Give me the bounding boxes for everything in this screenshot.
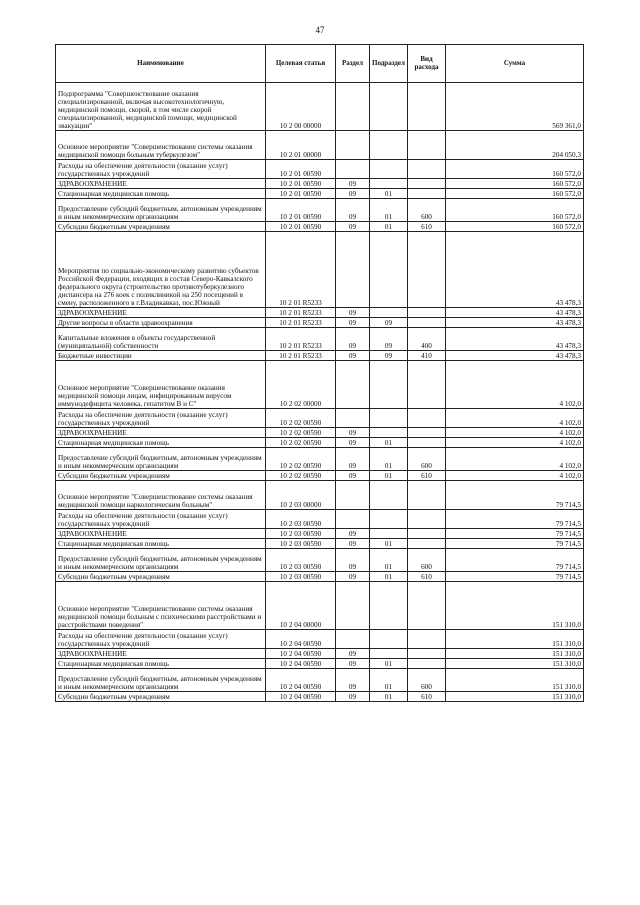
cell-code: 10 2 01 R5233: [266, 308, 336, 318]
cell-sec: 09: [336, 351, 370, 361]
cell-sec: 09: [336, 448, 370, 471]
cell-sub: [370, 179, 408, 189]
table-body: [56, 83, 584, 702]
cell-code: 10 2 04 00590: [266, 649, 336, 659]
table-row: [56, 669, 584, 692]
cell-sub: 09: [370, 351, 408, 361]
cell-code: 10 2 03 00590: [266, 549, 336, 572]
cell-exp: 610: [408, 471, 446, 481]
cell-code: 10 2 01 R5233: [266, 318, 336, 328]
cell-name: Основное мероприятие "Совершенствование системы оказания медицинской помощи наркологическим больным": [56, 481, 266, 510]
cell-sec: 09: [336, 471, 370, 481]
cell-name: Расходы на обеспечение деятельности (оказание услуг) государственных учреждений: [56, 630, 266, 649]
cell-sec: 09: [336, 549, 370, 572]
cell-exp: [408, 131, 446, 160]
cell-sub: 01: [370, 448, 408, 471]
cell-code: 10 2 01 R5233: [266, 328, 336, 351]
cell-name: Субсидии бюджетным учреждениям: [56, 572, 266, 582]
table-row: [56, 179, 584, 189]
header-sum: Сумма: [446, 45, 584, 83]
cell-code: 10 2 04 00590: [266, 669, 336, 692]
table-row: [56, 481, 584, 510]
cell-sec: 09: [336, 692, 370, 702]
cell-sec: 09: [336, 659, 370, 669]
cell-sec: 09: [336, 572, 370, 582]
cell-exp: [408, 481, 446, 510]
cell-code: 10 2 03 00590: [266, 510, 336, 529]
table-row: [56, 630, 584, 649]
table-row: [56, 649, 584, 659]
cell-sec: [336, 361, 370, 409]
cell-exp: [408, 649, 446, 659]
table-row: [56, 438, 584, 448]
cell-sec: 09: [336, 438, 370, 448]
cell-exp: [408, 232, 446, 308]
cell-code: 10 2 03 00590: [266, 529, 336, 539]
cell-code: 10 2 03 00000: [266, 481, 336, 510]
cell-sec: 09: [336, 189, 370, 199]
cell-sec: 09: [336, 669, 370, 692]
cell-sum: 43 478,3: [446, 318, 584, 328]
cell-sum: 204 050,3: [446, 131, 584, 160]
cell-exp: 610: [408, 692, 446, 702]
cell-code: 10 2 01 00590: [266, 160, 336, 179]
cell-name: Капитальные вложения в объекты государственной (муниципальной) собственности: [56, 328, 266, 351]
cell-sub: 09: [370, 318, 408, 328]
cell-name: Предоставление субсидий бюджетным, автономным учреждениям и иным некоммерческим организациям: [56, 549, 266, 572]
cell-sum: 151 310,0: [446, 692, 584, 702]
table-row: [56, 428, 584, 438]
header-name: Наименование: [56, 45, 266, 83]
header-subsection: Подраздел: [370, 45, 408, 83]
cell-name: ЗДРАВООХРАНЕНИЕ: [56, 179, 266, 189]
cell-sec: [336, 510, 370, 529]
cell-name: ЗДРАВООХРАНЕНИЕ: [56, 529, 266, 539]
cell-sec: 09: [336, 222, 370, 232]
cell-sub: 01: [370, 692, 408, 702]
cell-exp: [408, 308, 446, 318]
cell-name: Мероприятия по социально-экономическому развитию субъектов Российской Федерации, входящих в состав Северо-Кавказского федерального округа (строительство противотуберкулезного диспансера на 276 коек с поликлиникой на 250 посещений в смену, расположенного в г.Владикавказ, пос.Южный: [56, 232, 266, 308]
table-row: [56, 351, 584, 361]
cell-exp: 600: [408, 199, 446, 222]
cell-code: 10 2 03 00590: [266, 539, 336, 549]
cell-name: Основное мероприятие "Совершенствование оказания медицинской помощи лицам, инфицированным вирусом иммунодефицита человека, гепатитом В и С": [56, 361, 266, 409]
cell-sec: [336, 131, 370, 160]
cell-sub: 01: [370, 539, 408, 549]
cell-sec: [336, 582, 370, 630]
cell-code: 10 2 01 00000: [266, 131, 336, 160]
cell-exp: 600: [408, 549, 446, 572]
cell-sub: 01: [370, 438, 408, 448]
header-target: Целевая статья: [266, 45, 336, 83]
cell-sum: 151 310,0: [446, 630, 584, 649]
cell-exp: [408, 582, 446, 630]
cell-code: 10 2 03 00590: [266, 572, 336, 582]
cell-code: 10 2 04 00590: [266, 659, 336, 669]
table-row: [56, 659, 584, 669]
table-row: [56, 539, 584, 549]
cell-name: ЗДРАВООХРАНЕНИЕ: [56, 308, 266, 318]
cell-exp: [408, 659, 446, 669]
cell-sub: [370, 131, 408, 160]
cell-sub: 01: [370, 222, 408, 232]
cell-sum: 79 714,5: [446, 539, 584, 549]
cell-exp: 610: [408, 222, 446, 232]
header-expense-type: Вид расхода: [408, 45, 446, 83]
cell-exp: [408, 160, 446, 179]
cell-sum: 79 714,5: [446, 510, 584, 529]
cell-sum: 43 478,3: [446, 351, 584, 361]
cell-sum: 160 572,0: [446, 199, 584, 222]
table-row: [56, 529, 584, 539]
cell-exp: [408, 529, 446, 539]
cell-sub: 01: [370, 549, 408, 572]
cell-name: Подпрограмма "Совершенствование оказания специализированной, включая высокотехнологичную, медицинской помощи, скорой, в том числе скорой специализированной, медицинской помощи, медицинской эвакуации": [56, 83, 266, 131]
cell-sec: 09: [336, 318, 370, 328]
table-row: [56, 199, 584, 222]
cell-sum: 4 102,0: [446, 438, 584, 448]
cell-name: Расходы на обеспечение деятельности (оказание услуг) государственных учреждений: [56, 510, 266, 529]
cell-sum: 79 714,5: [446, 481, 584, 510]
table-row: [56, 160, 584, 179]
cell-sum: 79 714,5: [446, 529, 584, 539]
cell-name: Стационарная медицинская помощь: [56, 438, 266, 448]
cell-sec: [336, 232, 370, 308]
cell-sum: 79 714,5: [446, 572, 584, 582]
table-row: [56, 131, 584, 160]
table-row: [56, 232, 584, 308]
cell-name: Стационарная медицинская помощь: [56, 539, 266, 549]
table-header-row: [56, 45, 584, 83]
cell-sum: 79 714,5: [446, 549, 584, 572]
cell-sec: 09: [336, 428, 370, 438]
cell-code: 10 2 01 00590: [266, 189, 336, 199]
cell-sub: 01: [370, 669, 408, 692]
cell-sub: [370, 308, 408, 318]
cell-sum: 4 102,0: [446, 361, 584, 409]
cell-exp: [408, 438, 446, 448]
cell-name: Другие вопросы в области здравоохранения: [56, 318, 266, 328]
cell-sub: 01: [370, 199, 408, 222]
cell-name: ЗДРАВООХРАНЕНИЕ: [56, 428, 266, 438]
cell-sub: [370, 630, 408, 649]
table-row: [56, 83, 584, 131]
cell-code: 10 2 02 00590: [266, 448, 336, 471]
cell-code: 10 2 02 00590: [266, 428, 336, 438]
cell-sub: [370, 409, 408, 428]
cell-sec: [336, 481, 370, 510]
cell-sub: 01: [370, 471, 408, 481]
cell-exp: 610: [408, 572, 446, 582]
cell-sub: 09: [370, 328, 408, 351]
cell-sum: 151 310,0: [446, 669, 584, 692]
cell-sub: [370, 529, 408, 539]
cell-sum: 569 361,0: [446, 83, 584, 131]
table-row: [56, 308, 584, 318]
cell-exp: [408, 630, 446, 649]
cell-sub: [370, 160, 408, 179]
cell-sum: 4 102,0: [446, 471, 584, 481]
cell-sec: 09: [336, 328, 370, 351]
cell-exp: [408, 428, 446, 438]
table-row: [56, 448, 584, 471]
cell-sub: [370, 232, 408, 308]
cell-sum: 160 572,0: [446, 179, 584, 189]
page-number: 47: [315, 25, 325, 35]
budget-table: [55, 44, 584, 702]
table-row: [56, 318, 584, 328]
table-row: [56, 572, 584, 582]
cell-code: 10 2 02 00590: [266, 409, 336, 428]
cell-code: 10 2 02 00590: [266, 471, 336, 481]
table-row: [56, 471, 584, 481]
table-row: [56, 328, 584, 351]
cell-exp: [408, 539, 446, 549]
cell-name: ЗДРАВООХРАНЕНИЕ: [56, 649, 266, 659]
cell-name: Субсидии бюджетным учреждениям: [56, 692, 266, 702]
cell-sec: 09: [336, 308, 370, 318]
cell-sum: 151 310,0: [446, 659, 584, 669]
cell-sum: 43 478,3: [446, 308, 584, 318]
cell-sec: 09: [336, 529, 370, 539]
table-row: [56, 582, 584, 630]
cell-name: Расходы на обеспечение деятельности (оказание услуг) государственных учреждений: [56, 409, 266, 428]
cell-code: 10 2 02 00000: [266, 361, 336, 409]
cell-exp: [408, 510, 446, 529]
cell-sec: [336, 83, 370, 131]
cell-sum: 160 572,0: [446, 189, 584, 199]
cell-name: Предоставление субсидий бюджетным, автономным учреждениям и иным некоммерческим организациям: [56, 199, 266, 222]
cell-code: 10 2 01 00590: [266, 199, 336, 222]
cell-sec: 09: [336, 539, 370, 549]
cell-name: Расходы на обеспечение деятельности (оказание услуг) государственных учреждений: [56, 160, 266, 179]
cell-exp: [408, 179, 446, 189]
cell-sub: 01: [370, 189, 408, 199]
cell-sec: 09: [336, 179, 370, 189]
cell-exp: [408, 409, 446, 428]
cell-name: Предоставление субсидий бюджетным, автономным учреждениям и иным некоммерческим организациям: [56, 669, 266, 692]
cell-exp: 410: [408, 351, 446, 361]
cell-name: Бюджетные инвестиции: [56, 351, 266, 361]
cell-sec: 09: [336, 199, 370, 222]
cell-sub: 01: [370, 572, 408, 582]
cell-sub: 01: [370, 659, 408, 669]
cell-sub: [370, 649, 408, 659]
cell-sub: [370, 83, 408, 131]
cell-exp: [408, 318, 446, 328]
cell-exp: 600: [408, 448, 446, 471]
cell-sum: 43 478,3: [446, 232, 584, 308]
cell-name: Основное мероприятие "Совершенствование системы оказания медицинской помощи больным туберкулезом": [56, 131, 266, 160]
cell-name: Стационарная медицинская помощь: [56, 659, 266, 669]
table-row: [56, 222, 584, 232]
cell-code: 10 2 04 00590: [266, 630, 336, 649]
cell-code: 10 2 01 R5233: [266, 351, 336, 361]
cell-sub: [370, 582, 408, 630]
cell-sec: [336, 160, 370, 179]
cell-exp: 400: [408, 328, 446, 351]
cell-code: 10 2 01 00590: [266, 179, 336, 189]
cell-name: Предоставление субсидий бюджетным, автономным учреждениям и иным некоммерческим организациям: [56, 448, 266, 471]
cell-sec: [336, 409, 370, 428]
cell-code: 10 2 01 R5233: [266, 232, 336, 308]
cell-sum: 160 572,0: [446, 160, 584, 179]
cell-sec: 09: [336, 649, 370, 659]
table-row: [56, 549, 584, 572]
cell-name: Субсидии бюджетным учреждениям: [56, 222, 266, 232]
cell-exp: 600: [408, 669, 446, 692]
cell-name: Стационарная медицинская помощь: [56, 189, 266, 199]
cell-name: Основное мероприятие "Совершенствование системы оказания медицинской помощи больным с психическими расстройствами и расстройствами поведения": [56, 582, 266, 630]
cell-name: Субсидии бюджетным учреждениям: [56, 471, 266, 481]
cell-sub: [370, 510, 408, 529]
cell-sec: [336, 630, 370, 649]
cell-sum: 4 102,0: [446, 448, 584, 471]
table-row: [56, 189, 584, 199]
cell-exp: [408, 189, 446, 199]
cell-sum: 160 572,0: [446, 222, 584, 232]
table-row: [56, 510, 584, 529]
cell-exp: [408, 83, 446, 131]
cell-exp: [408, 361, 446, 409]
table-row: [56, 692, 584, 702]
cell-sub: [370, 481, 408, 510]
cell-code: 10 2 04 00590: [266, 692, 336, 702]
table-row: [56, 361, 584, 409]
cell-sum: 43 478,3: [446, 328, 584, 351]
cell-sum: 4 102,0: [446, 409, 584, 428]
cell-sum: 4 102,0: [446, 428, 584, 438]
cell-sub: [370, 428, 408, 438]
cell-code: 10 2 04 00000: [266, 582, 336, 630]
cell-code: 10 2 02 00590: [266, 438, 336, 448]
cell-code: 10 2 00 00000: [266, 83, 336, 131]
cell-sum: 151 310,0: [446, 582, 584, 630]
cell-code: 10 2 01 00590: [266, 222, 336, 232]
cell-sub: [370, 361, 408, 409]
table-row: [56, 409, 584, 428]
cell-sum: 151 310,0: [446, 649, 584, 659]
header-section: Раздел: [336, 45, 370, 83]
